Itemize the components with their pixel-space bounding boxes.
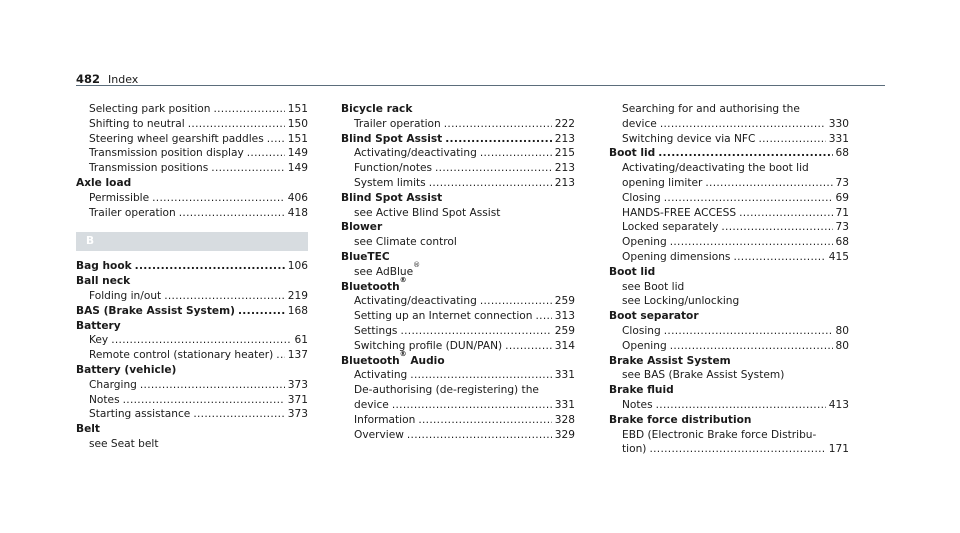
index-entry[interactable]: Settings ..... 259 bbox=[341, 324, 575, 339]
index-entry[interactable]: device ..... 330 bbox=[609, 117, 849, 132]
index-entry-line: Searching for and authorising the bbox=[622, 103, 800, 115]
index-entry[interactable]: HANDS-FREE ACCESS ..... 71 bbox=[609, 206, 849, 221]
cross-reference[interactable]: see AdBlue ® bbox=[354, 260, 421, 278]
registered-mark: ® bbox=[399, 349, 407, 358]
index-entry[interactable]: Folding in/out ..... 219 bbox=[76, 289, 308, 304]
index-heading: Boot separator bbox=[609, 310, 699, 323]
index-column-2 bbox=[341, 102, 575, 442]
index-entry[interactable]: Setting up an Internet connection ..... 313 bbox=[341, 309, 575, 324]
cross-reference[interactable]: see Seat belt bbox=[89, 437, 159, 450]
index-entry[interactable]: Overview ..... 329 bbox=[341, 428, 575, 443]
cross-reference[interactable]: see Locking/unlocking bbox=[622, 295, 740, 308]
index-entry[interactable]: Closing ..... 80 bbox=[609, 324, 849, 339]
index-entry[interactable]: System limits ..... 213 bbox=[341, 176, 575, 191]
index-entry[interactable]: Notes ..... 413 bbox=[609, 398, 849, 413]
index-heading: Battery (vehicle) bbox=[76, 363, 177, 376]
index-entry[interactable]: Closing ..... 69 bbox=[609, 191, 849, 206]
index-entry[interactable]: Trailer operation ..... 222 bbox=[341, 117, 575, 132]
index-heading: Axle load bbox=[76, 176, 132, 189]
index-entry[interactable]: Activating ..... 331 bbox=[341, 368, 575, 383]
index-entry[interactable]: Shifting to neutral ..... 150 bbox=[76, 117, 308, 132]
index-column-3 bbox=[609, 102, 849, 457]
index-heading-entry[interactable]: BAS (Brake Assist System) ..... 168 bbox=[76, 304, 308, 319]
index-heading: Ball neck bbox=[76, 275, 131, 288]
index-heading: Battery bbox=[76, 319, 121, 332]
index-entry[interactable]: tion) ..... 171 bbox=[609, 442, 849, 457]
index-entry[interactable]: opening limiter ..... 73 bbox=[609, 176, 849, 191]
index-heading: Brake force distribution bbox=[609, 413, 752, 426]
index-entry[interactable]: Charging ..... 373 bbox=[76, 378, 308, 393]
index-entry[interactable]: Opening ..... 68 bbox=[609, 235, 849, 250]
index-entry[interactable]: Transmission position display ..... 149 bbox=[76, 146, 308, 161]
index-heading: Bicycle rack bbox=[341, 103, 413, 115]
index-entry[interactable]: Remote control (stationary heater) ..... 137 bbox=[76, 348, 308, 363]
index-entry[interactable]: Information ..... 328 bbox=[341, 413, 575, 428]
index-heading: Brake Assist System bbox=[609, 354, 731, 367]
index-entry-line: De-authorising (de-registering) the bbox=[354, 384, 539, 397]
index-entry[interactable]: Activating/deactivating ..... 259 bbox=[341, 294, 575, 309]
index-heading-entry[interactable]: Bag hook ..... 106 bbox=[76, 259, 308, 274]
index-entry[interactable]: Function/notes ..... 213 bbox=[341, 161, 575, 176]
index-entry[interactable]: Opening dimensions ..... 415 bbox=[609, 250, 849, 265]
index-entry[interactable]: Key ..... 61 bbox=[76, 333, 308, 348]
index-entry[interactable]: Starting assistance ..... 373 bbox=[76, 407, 308, 422]
index-heading: Belt bbox=[76, 423, 100, 436]
index-entry-line: Activating/deactivating the boot lid bbox=[622, 162, 809, 175]
index-entry[interactable]: device ..... 331 bbox=[341, 398, 575, 413]
index-entry[interactable]: Notes ..... 371 bbox=[76, 393, 308, 408]
cross-reference[interactable]: see Boot lid bbox=[622, 280, 685, 293]
index-entry[interactable]: Activating/deactivating ..... 215 bbox=[341, 146, 575, 161]
index-entry[interactable]: Selecting park position ..... 151 bbox=[76, 102, 308, 117]
cross-reference[interactable]: see Climate control bbox=[354, 236, 457, 249]
cross-reference[interactable]: see BAS (Brake Assist System) bbox=[622, 369, 785, 382]
index-heading: Brake fluid bbox=[609, 384, 674, 397]
index-heading: Boot lid bbox=[609, 265, 656, 278]
index-entry[interactable]: Transmission positions ..... 149 bbox=[76, 161, 308, 176]
page-number: 482 bbox=[76, 72, 101, 86]
page-title: Index bbox=[108, 73, 139, 86]
index-heading-entry[interactable]: Boot lid ..... 68 bbox=[609, 146, 849, 161]
index-entry[interactable]: Permissible ..... 406 bbox=[76, 191, 308, 206]
page-header bbox=[76, 72, 138, 86]
index-entry[interactable]: Switching device via NFC ..... 331 bbox=[609, 132, 849, 147]
index-entry-line: EBD (Electronic Brake force Distribu- bbox=[622, 428, 817, 441]
index-entry[interactable]: Locked separately ..... 73 bbox=[609, 220, 849, 235]
registered-mark: ® bbox=[399, 275, 407, 284]
index-heading: Blind Spot Assist bbox=[341, 191, 443, 204]
registered-mark: ® bbox=[413, 260, 421, 269]
index-entry[interactable]: Opening ..... 80 bbox=[609, 339, 849, 354]
index-heading: BlueTEC bbox=[341, 250, 390, 263]
section-letter-bar: B bbox=[76, 232, 308, 251]
index-heading: Bluetooth ® bbox=[341, 275, 407, 293]
index-entry[interactable]: Switching profile (DUN/PAN) ..... 314 bbox=[341, 339, 575, 354]
cross-reference[interactable]: see Active Blind Spot Assist bbox=[354, 206, 501, 219]
index-column-1 bbox=[76, 102, 308, 452]
index-heading: Blower bbox=[341, 221, 383, 234]
index-entry[interactable]: Steering wheel gearshift paddles ..... 151 bbox=[76, 132, 308, 147]
index-heading-entry[interactable]: Blind Spot Assist ..... 213 bbox=[341, 132, 575, 147]
index-entry[interactable]: Trailer operation ..... 418 bbox=[76, 206, 308, 221]
index-heading: Bluetooth ® Audio bbox=[341, 349, 445, 367]
header-divider bbox=[76, 85, 885, 86]
